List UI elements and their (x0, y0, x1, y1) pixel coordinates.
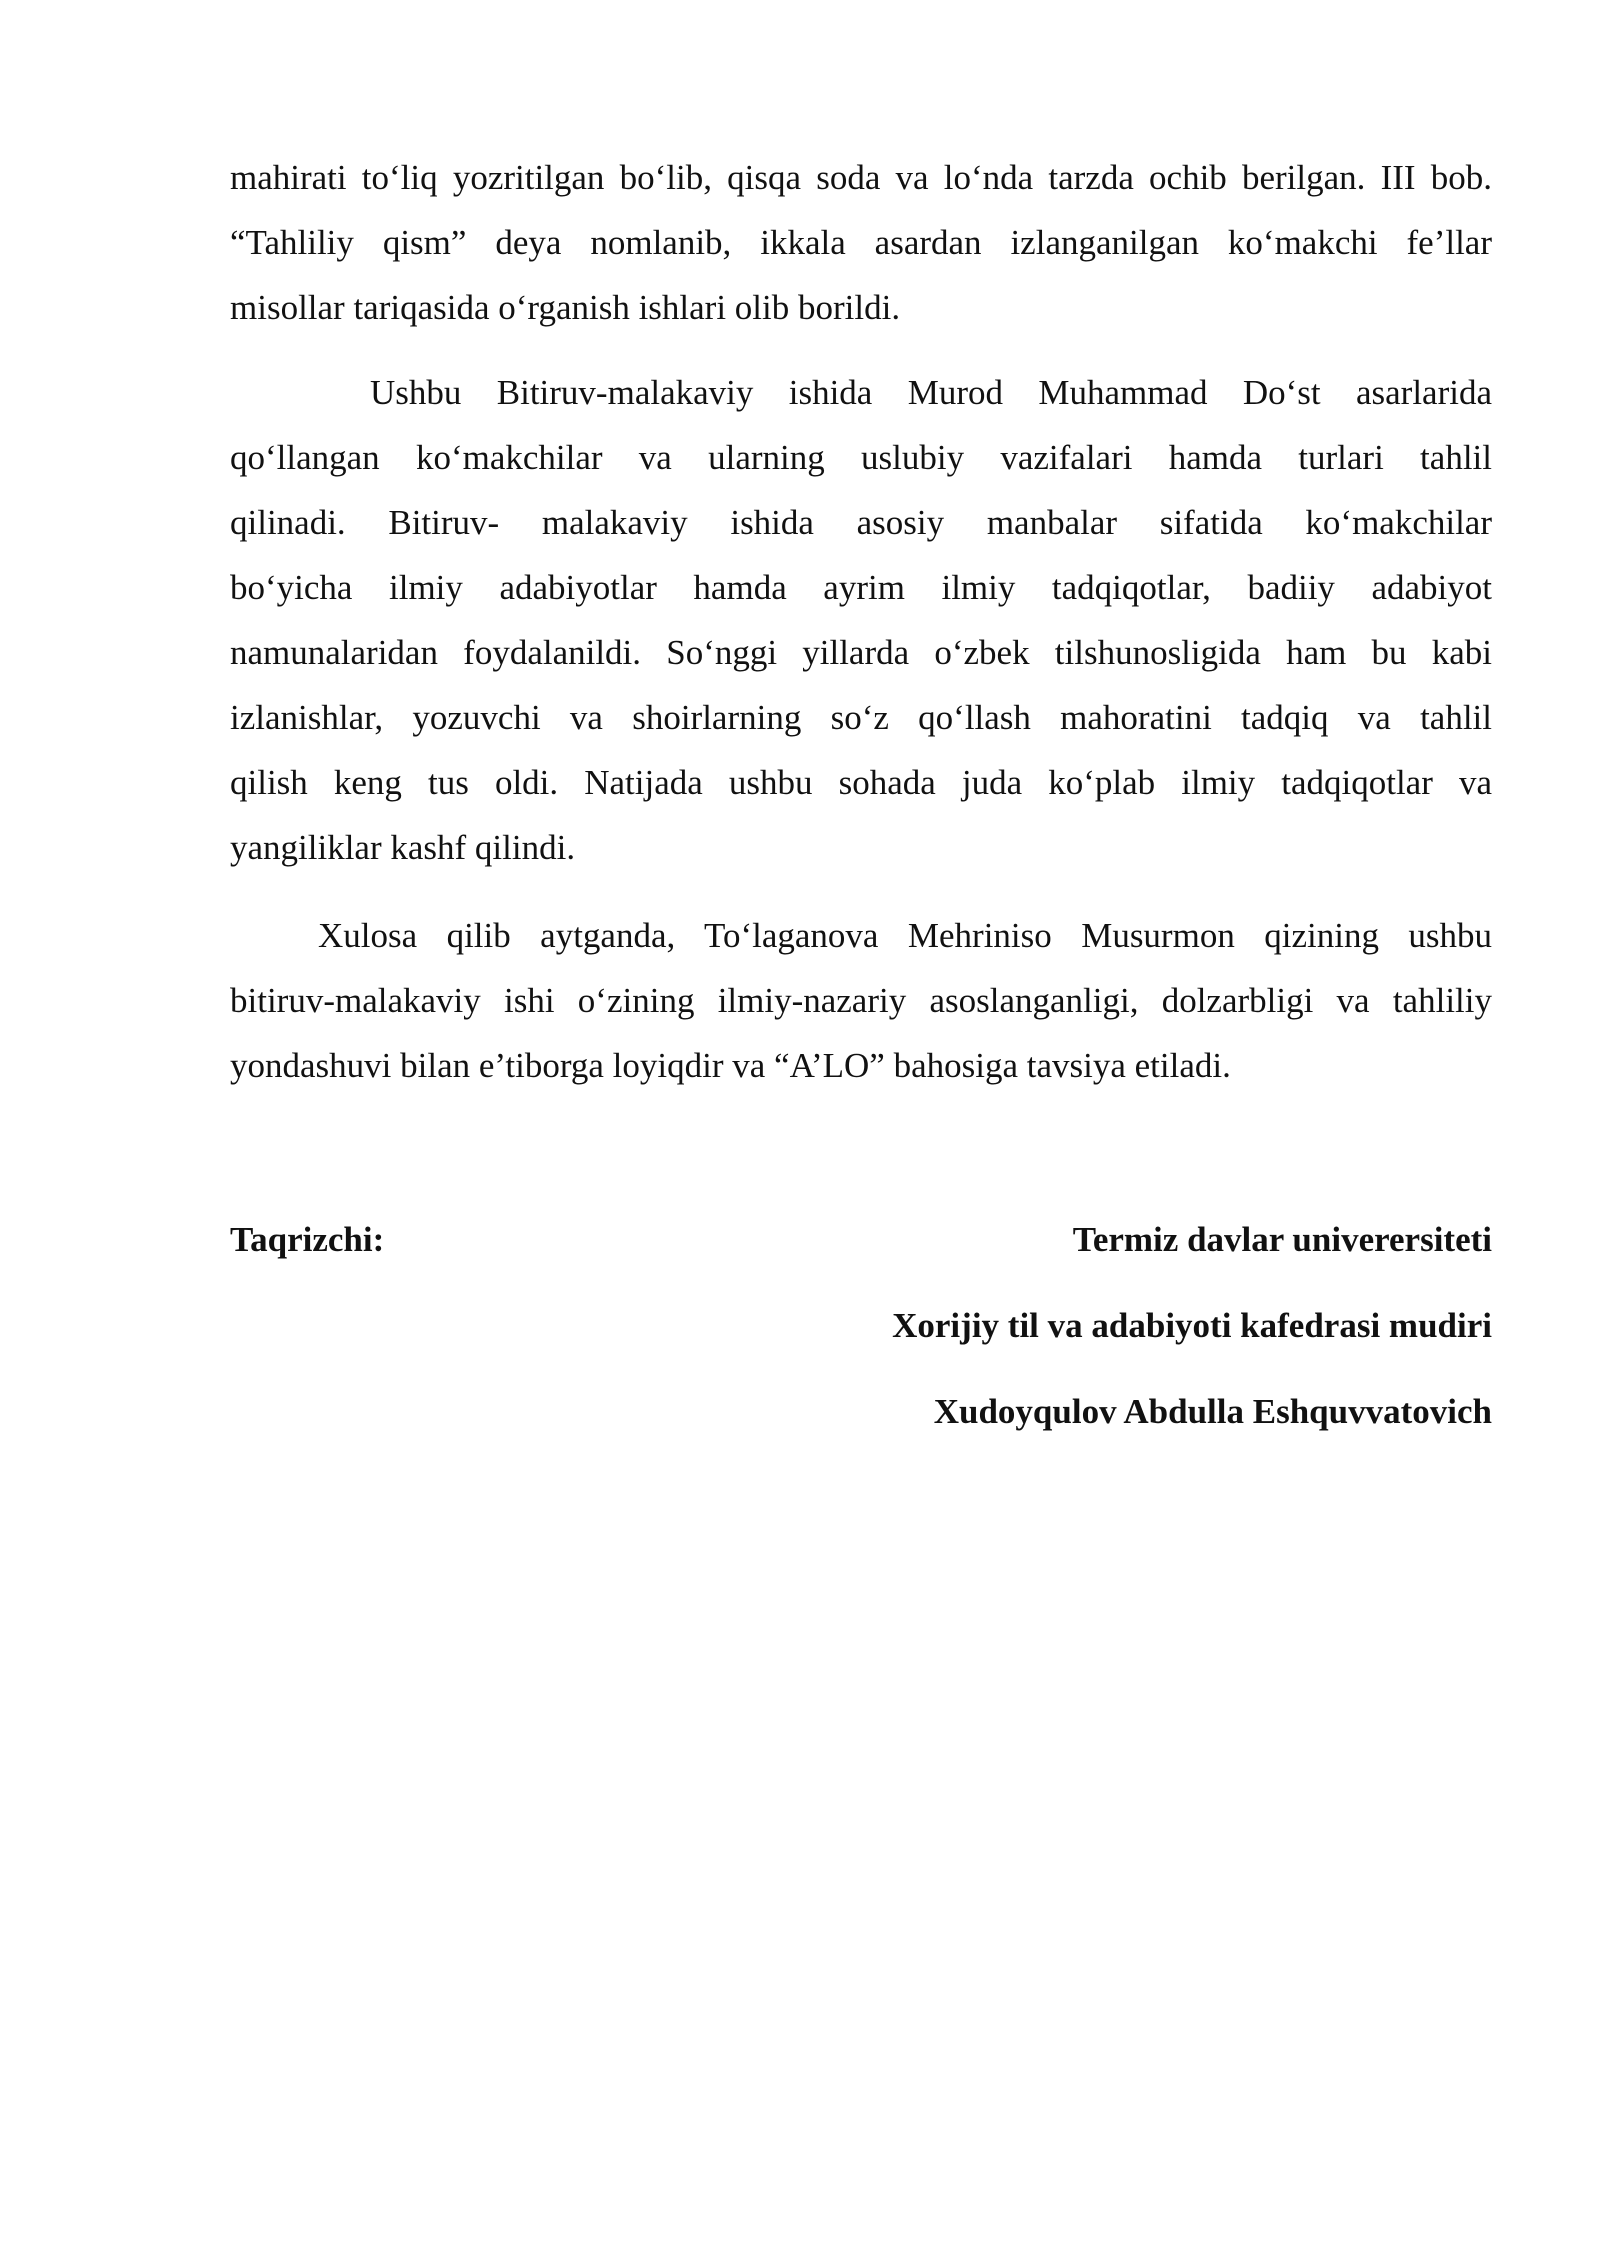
paragraph-line: misollar tariqasida o‘rganish ishlari olib borildi. (230, 288, 901, 327)
paragraph-1 (230, 145, 1492, 340)
paragraph-line: qilish keng tus oldi. Natijada ushbu sohada juda ko‘plab ilmiy tadqiqotlar va (230, 763, 1492, 802)
paragraph-line: Ushbu Bitiruv-malakaviy ishida Murod Muhammad Do‘st asarlarida (370, 373, 1492, 412)
paragraph-line: qilinadi. Bitiruv- malakaviy ishida asosiy manbalar sifatida ko‘makchilar (230, 503, 1492, 542)
reviewer-position: Xorijiy til va adabiyoti kafedrasi mudiri (892, 1306, 1492, 1345)
paragraph-line: bitiruv-malakaviy ishi o‘zining ilmiy-nazariy asoslanganligi, dolzarbligi va tahliliy (230, 981, 1492, 1020)
paragraph-line: mahirati to‘liq yozritilgan bo‘lib, qisqa soda va lo‘nda tarzda ochib berilgan. III bob. (230, 158, 1492, 197)
reviewer-label: Taqrizchi: (230, 1220, 385, 1259)
paragraph-line: yondashuvi bilan e’tiborga loyiqdir va “A’LO” bahosiga tavsiya etiladi. (230, 1046, 1231, 1085)
paragraph-line: izlanishlar, yozuvchi va shoirlarning so‘z qo‘llash mahoratini tadqiq va tahlil (230, 698, 1492, 737)
reviewer-university: Termiz davlar univerersiteti (1072, 1220, 1492, 1259)
paragraph-line: bo‘yicha ilmiy adabiyotlar hamda ayrim ilmiy tadqiqotlar, badiiy adabiyot (230, 568, 1492, 607)
paragraph-line: namunalaridan foydalanildi. So‘nggi yillarda o‘zbek tilshunosligida ham bu kabi (230, 633, 1492, 672)
reviewer-name: Xudoyqulov Abdulla Eshquvvatovich (933, 1392, 1492, 1431)
paragraph-3 (230, 903, 1492, 1098)
paragraph-line: qo‘llangan ko‘makchilar va ularning uslubiy vazifalari hamda turlari tahlil (230, 438, 1492, 477)
paragraph-line: Xulosa qilib aytganda, To‘laganova Mehriniso Musurmon qizining ushbu (318, 916, 1492, 955)
paragraph-line: “Tahliliy qism” deya nomlanib, ikkala asardan izlanganilgan ko‘makchi fe’llar (230, 223, 1492, 262)
paragraph-2 (230, 360, 1492, 880)
paragraph-line: yangiliklar kashf qilindi. (230, 828, 576, 867)
